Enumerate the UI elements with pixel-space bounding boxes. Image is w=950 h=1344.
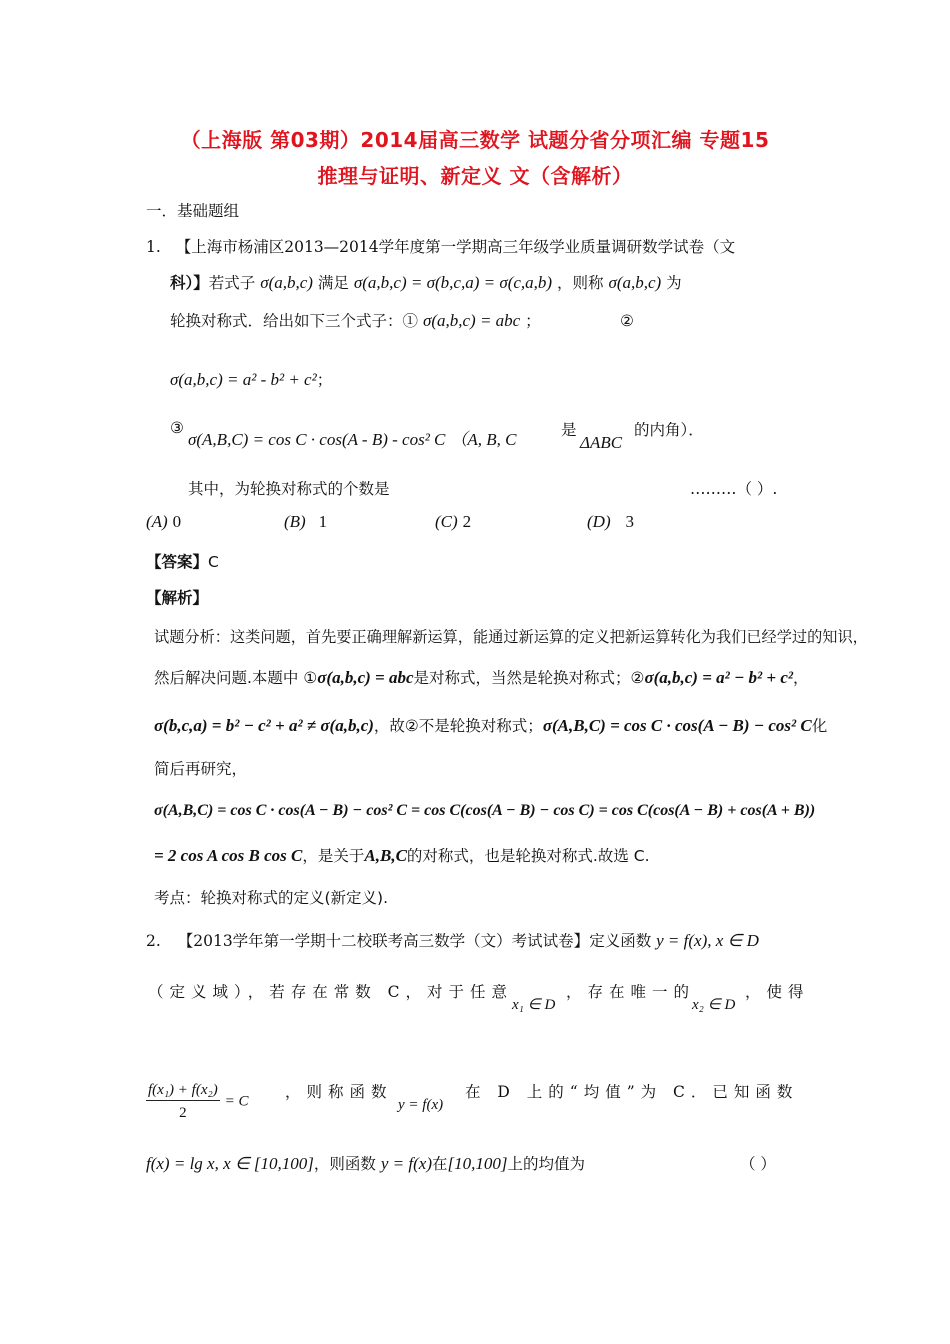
q2-text-a1: 定义函数 xyxy=(589,932,652,950)
q1-ask: 其中，为轮换对称式的个数是 xyxy=(188,480,390,498)
q1-option-d xyxy=(587,512,634,532)
q2-fx-math: f(x) = lg x, x ∈ [10,100] xyxy=(146,1154,314,1173)
q2-x2-math: x₂ ∈ D xyxy=(692,997,736,1013)
q2-x1-math: x₁ ∈ D xyxy=(512,997,556,1013)
q2-interval-math: [10,100] xyxy=(447,1154,508,1173)
analysis-paragraph-1: 试题分析：这类问题，首先要正确理解新运算，能通过新运算的定义把新运算转化为我们已经学过的知识， xyxy=(154,628,868,646)
q2-fraction xyxy=(146,1080,249,1123)
q1-source-line xyxy=(146,237,735,257)
q1-kaodian: 考点：轮换对称式的定义(新定义). xyxy=(154,889,389,907)
q2-line4 xyxy=(146,1154,585,1174)
analysis-paragraph-4: 简后再研究， xyxy=(154,760,248,778)
q1-sigma-abc: σ(a,b,c) xyxy=(260,273,313,292)
q1-dots: ………（ ）. xyxy=(690,480,778,498)
q2-frac-num: f(x₁) + f(x₂) xyxy=(146,1080,220,1101)
q1-abc-paren: （A, B, C xyxy=(450,430,517,449)
q2-source: 【2013学年第一学期十二校联考高三数学（文）考试试卷】 xyxy=(177,932,590,950)
q1-circ3: ③ xyxy=(170,419,184,437)
q1-expr3: σ(A,B,C) = cos C · cos(A - B) - cos² C xyxy=(188,430,446,449)
q1-text-a2: 满足 xyxy=(317,274,349,292)
q2-frac-den: 2 xyxy=(179,1105,187,1121)
q1-text-a1: 若式子 xyxy=(208,274,256,292)
q1-line5 xyxy=(188,430,516,450)
q1-source-b: 科）】 xyxy=(170,273,209,292)
q2-yfx2-math: y = f(x) xyxy=(380,1154,432,1173)
q1-expr2-end: ； xyxy=(316,371,333,389)
q1-cyclic-eq: σ(a,b,c) = σ(b,c,a) = σ(c,a,b) xyxy=(353,273,553,292)
option-b-value: 1 xyxy=(318,512,328,531)
analysis-p6a: ，是关于 xyxy=(302,847,365,865)
q2-number: 2. xyxy=(146,932,161,950)
option-d-label: (D) xyxy=(587,512,611,531)
analysis-paragraph-3 xyxy=(154,716,827,736)
analysis-paragraph-5 xyxy=(154,800,815,821)
q1-analysis-label: 【解析】 xyxy=(146,589,209,607)
q1-sigma-abc-2: σ(a,b,c) xyxy=(608,273,662,292)
document-title-line2: 推理与证明、新定义 文（含解析） xyxy=(317,164,633,188)
section-heading: 一．基础题组 xyxy=(146,202,240,220)
q1-expr1: σ(a,b,c) = abc xyxy=(422,311,521,330)
analysis-paragraph-6 xyxy=(154,846,650,866)
answer-value: C xyxy=(208,553,219,571)
q2-x2 xyxy=(692,994,735,1015)
analysis-p3a: ，故②不是轮换对称式； xyxy=(373,717,543,735)
analysis-p2c: ， xyxy=(792,669,809,687)
q1-option-c xyxy=(435,512,471,532)
q2-text-d2: 在 xyxy=(431,1155,448,1173)
q2-line2-mid: ，存在唯一的 xyxy=(566,983,696,1001)
q2-mean-fraction xyxy=(146,1080,220,1123)
q2-line2-end: ，使得 xyxy=(745,983,810,1001)
analysis-math-1: σ(a,b,c) = abc xyxy=(317,668,414,687)
analysis-p3b: 化 xyxy=(811,717,828,735)
q1-text-a4: 为 xyxy=(666,274,682,292)
document-title-line1: （上海版 第03期）2014届高三数学 试题分省分项汇编 专题15 xyxy=(180,128,770,152)
q1-shi: 是 xyxy=(561,421,577,439)
option-a-label: (A) xyxy=(146,512,168,531)
analysis-paragraph-2 xyxy=(154,668,809,688)
q1-circ2: ② xyxy=(620,312,634,330)
option-c-value: 2 xyxy=(462,512,472,531)
q1-triangle-abc: ΔABC xyxy=(580,433,623,452)
q1-option-a xyxy=(146,512,181,532)
analysis-math-5: σ(A,B,C) = cos C · cos(A − B) − cos² C = cos C(cos(A − B) − cos C) = cos C(cos(A − B) + cos(A + B)) xyxy=(154,802,816,819)
q1-option-b xyxy=(284,512,327,532)
q1-text-a3: ，则称 xyxy=(557,274,604,292)
q2-line3-text-a: ，则称函数 xyxy=(285,1083,393,1101)
q2-yfx-math: y = f(x) xyxy=(398,1097,444,1113)
q2-x1 xyxy=(512,994,555,1015)
answer-label: 【答案】 xyxy=(146,553,209,571)
analysis-math-3: σ(b,c,a) = b² − c² + a² ≠ σ(a,b,c) xyxy=(154,716,374,735)
q1-text-b2: ； xyxy=(525,312,541,330)
option-c-label: (C) xyxy=(435,512,458,531)
option-d-value: 3 xyxy=(625,512,635,531)
q2-eq-c: = C xyxy=(224,1093,249,1110)
q2-line3-text-b: 在 D 上的“均值”为 C．已知函数 xyxy=(465,1083,799,1101)
q2-yfx xyxy=(398,1094,443,1115)
option-a-value: 0 xyxy=(172,512,182,531)
q1-expr2: σ(a,b,c) = a² - b² + c² xyxy=(170,370,317,389)
q2-def-math: y = f(x), x ∈ D xyxy=(656,931,759,950)
q1-line4 xyxy=(170,370,332,390)
analysis-math-7: A,B,C xyxy=(364,846,407,865)
option-b-label: (B) xyxy=(284,512,306,531)
analysis-math-4: σ(A,B,C) = cos C · cos(A − B) − cos² C xyxy=(542,716,812,735)
q1-text-b1: 轮换对称式．给出如下三个式子：① xyxy=(170,312,419,330)
q2-line2-text: （定义域），若存在常数 C，对于任意 xyxy=(148,983,514,1001)
q1-line3 xyxy=(170,311,541,331)
q2-line1 xyxy=(146,931,759,951)
q2-paren: （ ） xyxy=(740,1155,776,1173)
analysis-math-6: = 2 cos A cos B cos C xyxy=(154,846,303,865)
q1-triangle xyxy=(580,433,622,453)
q1-inner-angle: 的内角）． xyxy=(634,421,704,439)
analysis-p2a: 然后解决问题.本题中 ① xyxy=(154,669,318,687)
q2-text-d1: ，则函数 xyxy=(313,1155,376,1173)
analysis-math-2: σ(a,b,c) = a² − b² + c² xyxy=(644,668,793,687)
q2-text-d3: 上的均值为 xyxy=(507,1155,585,1173)
analysis-p6b: 的对称式，也是轮换对称式.故选 C. xyxy=(406,847,650,865)
analysis-p2b: 是对称式，当然是轮换对称式；② xyxy=(413,669,645,687)
q1-line2 xyxy=(170,273,682,293)
q1-number: 1. xyxy=(146,238,161,256)
q1-answer xyxy=(146,552,219,572)
q1-source-a: 【上海市杨浦区2013—2014学年度第一学期高三年级学业质量调研数学试卷（文 xyxy=(175,238,736,256)
